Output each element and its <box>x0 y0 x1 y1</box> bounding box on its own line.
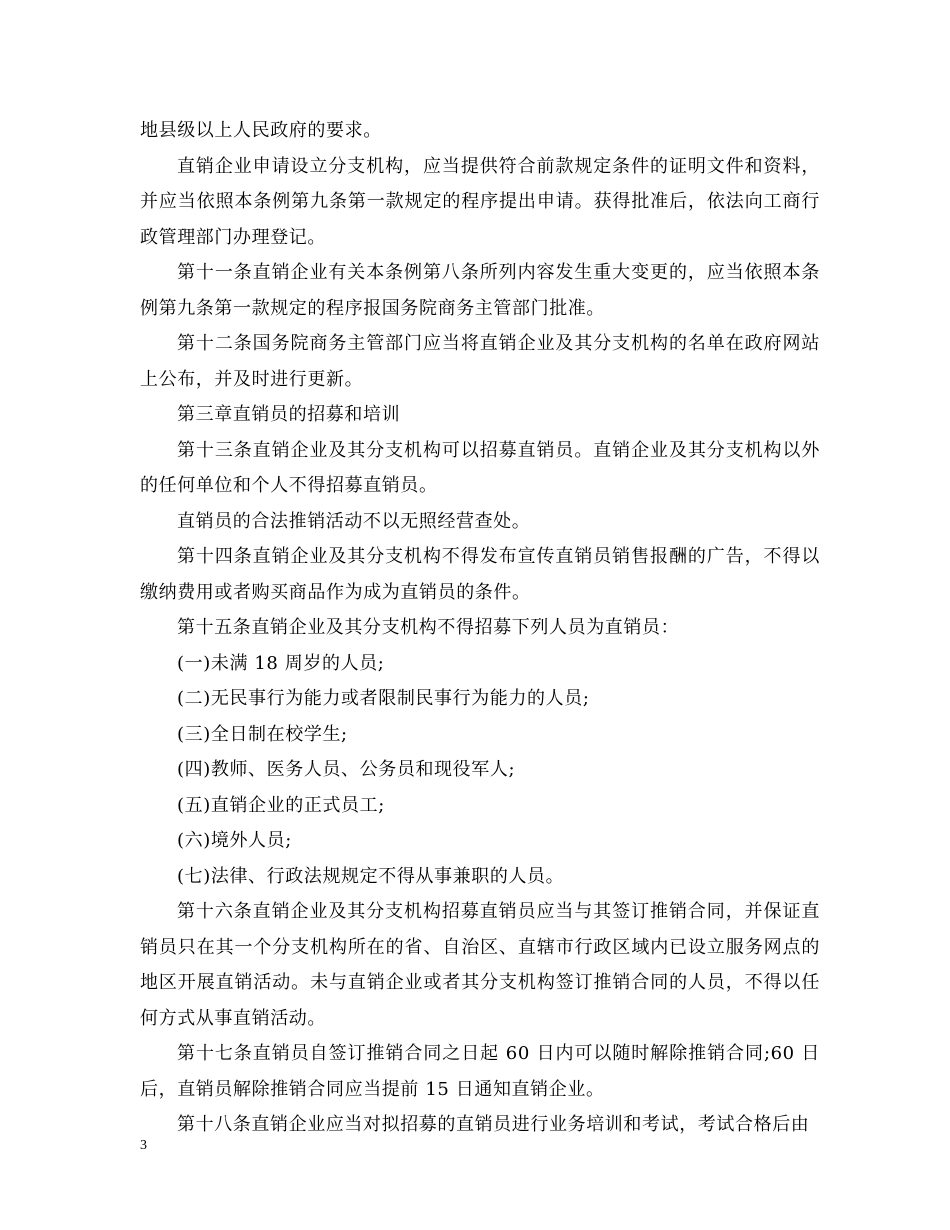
list-item: (三)全日制在校学生; <box>177 723 348 745</box>
list-item: (一)未满 18 周岁的人员; <box>177 652 385 674</box>
paragraph: 第十四条直销企业及其分支机构不得发布宣传直销员销售报酬的广告，不得以缴纳费用或者购买商品作为成为直销员的条件。 <box>140 546 820 603</box>
paragraph: 直销员的合法推销活动不以无照经营查处。 <box>177 510 531 532</box>
paragraph: 第十一条直销企业有关本条例第八条所列内容发生重大变更的，应当依照本条例第九条第一款规定的程序报国务院商务主管部门批准。 <box>140 262 820 319</box>
paragraph: 直销企业申请设立分支机构，应当提供符合前款规定条件的证明文件和资料，并应当依照本条例第九条第一款规定的程序提出申请。获得批准后，依法向工商行政管理部门办理登记。 <box>140 155 820 248</box>
paragraph: 第十二条国务院商务主管部门应当将直销企业及其分支机构的名单在政府网站上公布，并及时进行更新。 <box>140 333 820 390</box>
paragraph: 第十六条直销企业及其分支机构招募直销员应当与其签订推销合同，并保证直销员只在其一个分支机构所在的省、自治区、直辖市行政区域内已设立服务网点的地区开展直销活动。未与直销企业或者其分支机构签订推销合同的人员，不得以任何方式从事直销活动。 <box>140 901 820 1029</box>
chapter-heading: 第三章直销员的招募和培训 <box>177 404 401 425</box>
paragraph: 第十三条直销企业及其分支机构可以招募直销员。直销企业及其分支机构以外的任何单位和个人不得招募直销员。 <box>140 439 820 496</box>
document-body <box>140 113 820 1143</box>
paragraph: 地县级以上人民政府的要求。 <box>140 120 382 141</box>
list-item: (七)法律、行政法规规定不得从事兼职的人员。 <box>177 865 565 887</box>
list-item: (五)直销企业的正式员工; <box>177 794 385 816</box>
list-item: (二)无民事行为能力或者限制民事行为能力的人员; <box>177 688 590 709</box>
paragraph: 第十八条直销企业应当对拟招募的直销员进行业务培训和考试，考试合格后由 <box>177 1114 810 1135</box>
paragraph: 第十五条直销企业及其分支机构不得招募下列人员为直销员： <box>177 617 680 638</box>
list-item: (六)境外人员; <box>177 830 292 851</box>
list-item: (四)教师、医务人员、公务员和现役军人; <box>177 759 516 780</box>
page-number: 3 <box>140 1138 147 1153</box>
paragraph: 第十七条直销员自签订推销合同之日起 60 日内可以随时解除推销合同;60 日后，直销员解除推销合同应当提前 15 日通知直销企业。 <box>140 1043 820 1100</box>
